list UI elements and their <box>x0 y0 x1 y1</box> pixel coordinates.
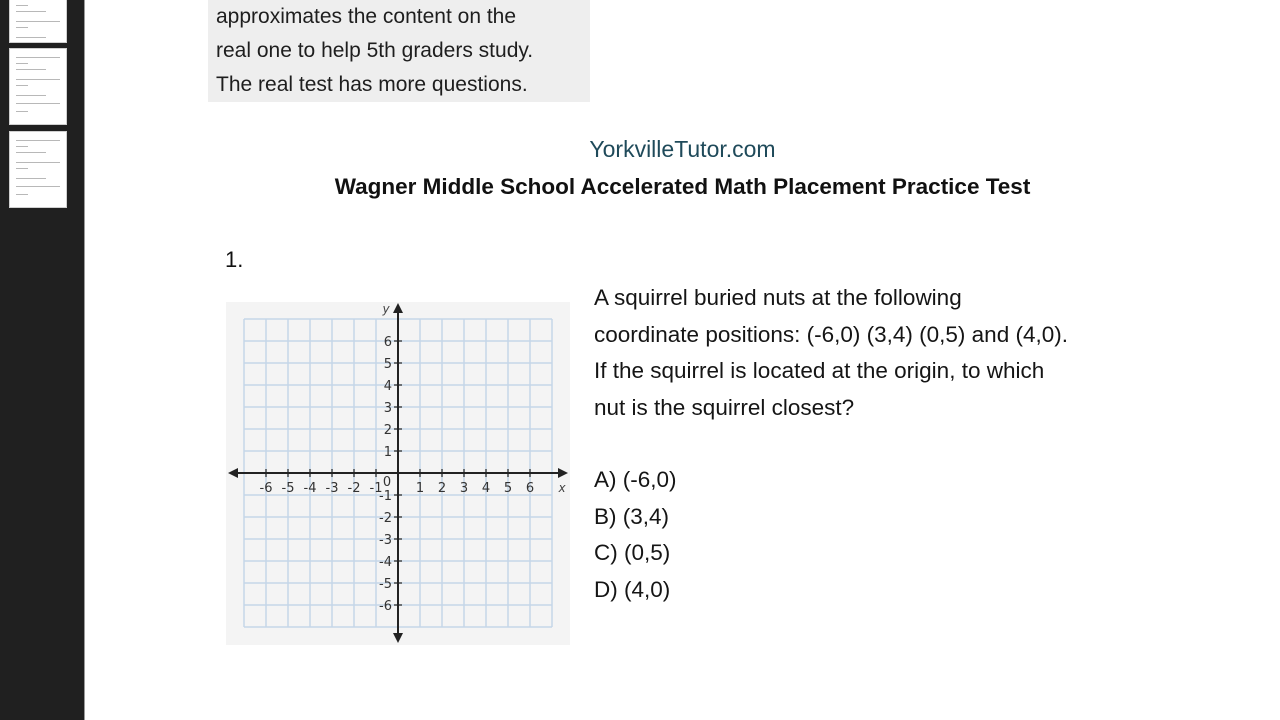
question-text-line: If the squirrel is located at the origin, to which <box>594 358 1045 383</box>
thumbnail-text-line <box>16 168 28 169</box>
choice-c[interactable]: C) (0,5) <box>594 540 671 565</box>
y-tick-label: 2 <box>383 423 392 438</box>
x-tick-label: -1 <box>369 481 383 496</box>
x-tick-label: -3 <box>325 481 339 496</box>
coordinate-plane-svg <box>226 302 570 645</box>
x-axis-label: x <box>558 481 566 495</box>
thumbnail-text-line <box>16 57 60 58</box>
y-axis-label: y <box>382 302 390 316</box>
thumbnail-text-line <box>16 37 46 38</box>
thumbnail-text-line <box>16 63 28 64</box>
intro-note <box>208 0 590 102</box>
thumbnail-text-line <box>16 79 60 80</box>
x-tick-label: 5 <box>503 481 513 496</box>
y-tick-label: -2 <box>379 511 392 526</box>
x-tick-label: -5 <box>281 481 295 496</box>
x-tick-label: 6 <box>525 481 535 496</box>
answer-choices <box>594 462 677 608</box>
thumbnail-text-line <box>16 111 28 112</box>
intro-note-line: The real test has more questions. <box>216 73 528 96</box>
x-tick-label: 2 <box>437 481 447 496</box>
intro-note-line: real one to help 5th graders study. <box>216 39 534 62</box>
x-tick-label: 4 <box>481 481 491 496</box>
x-axis-right-arrow-icon <box>558 468 568 478</box>
x-tick-label: -6 <box>259 481 273 496</box>
y-tick-label: 1 <box>383 445 392 460</box>
question-number: 1. <box>225 247 244 272</box>
choice-b[interactable]: B) (3,4) <box>594 503 670 529</box>
thumbnail-text-line <box>16 95 46 96</box>
thumbnail-text-line <box>16 21 60 22</box>
y-tick-label: 4 <box>383 379 392 394</box>
site-name: YorkvilleTutor.com <box>589 136 776 162</box>
x-tick-label: 3 <box>459 481 469 496</box>
question-text <box>594 280 1154 426</box>
question-text-line: A squirrel buried nuts at the following <box>594 285 962 310</box>
y-tick-label: -3 <box>379 533 392 548</box>
page-title: Wagner Middle School Accelerated Math Placement Practice Test <box>334 174 1031 199</box>
y-tick-label: 3 <box>383 401 392 416</box>
question-text-line: coordinate positions: (-6,0) (3,4) (0,5) and (4,0). <box>594 321 1068 347</box>
question-text-line: nut is the squirrel closest? <box>594 394 855 420</box>
y-tick-label: -6 <box>379 599 392 614</box>
page-thumbnail-sidebar <box>0 0 85 720</box>
y-axis-up-arrow-icon <box>393 303 403 313</box>
page-thumbnail-2[interactable] <box>9 48 67 125</box>
thumbnail-text-line <box>16 103 60 104</box>
y-tick-label: -5 <box>379 577 392 592</box>
choice-d[interactable]: D) (4,0) <box>594 576 671 602</box>
y-axis-down-arrow-icon <box>393 633 403 643</box>
y-tick-label: -1 <box>379 489 392 504</box>
origin-label: 0 <box>382 475 392 490</box>
thumbnail-text-line <box>16 27 28 28</box>
intro-note-line: approximates the content on the <box>216 5 517 28</box>
x-tick-label: -2 <box>347 481 361 496</box>
y-tick-label: 5 <box>383 357 392 372</box>
coordinate-grid <box>226 302 570 645</box>
thumbnail-text-line <box>16 85 28 86</box>
x-axis-left-arrow-icon <box>228 468 238 478</box>
page-thumbnail-1[interactable] <box>9 0 67 43</box>
thumbnail-text-line <box>16 5 28 6</box>
thumbnail-text-line <box>16 11 46 12</box>
choice-a[interactable]: A) (-6,0) <box>594 467 677 492</box>
y-tick-label: -4 <box>379 555 392 570</box>
x-tick-label: -4 <box>303 481 317 496</box>
x-tick-label: 1 <box>415 481 425 496</box>
thumbnail-text-line <box>16 69 46 70</box>
y-tick-label: 6 <box>383 335 392 350</box>
